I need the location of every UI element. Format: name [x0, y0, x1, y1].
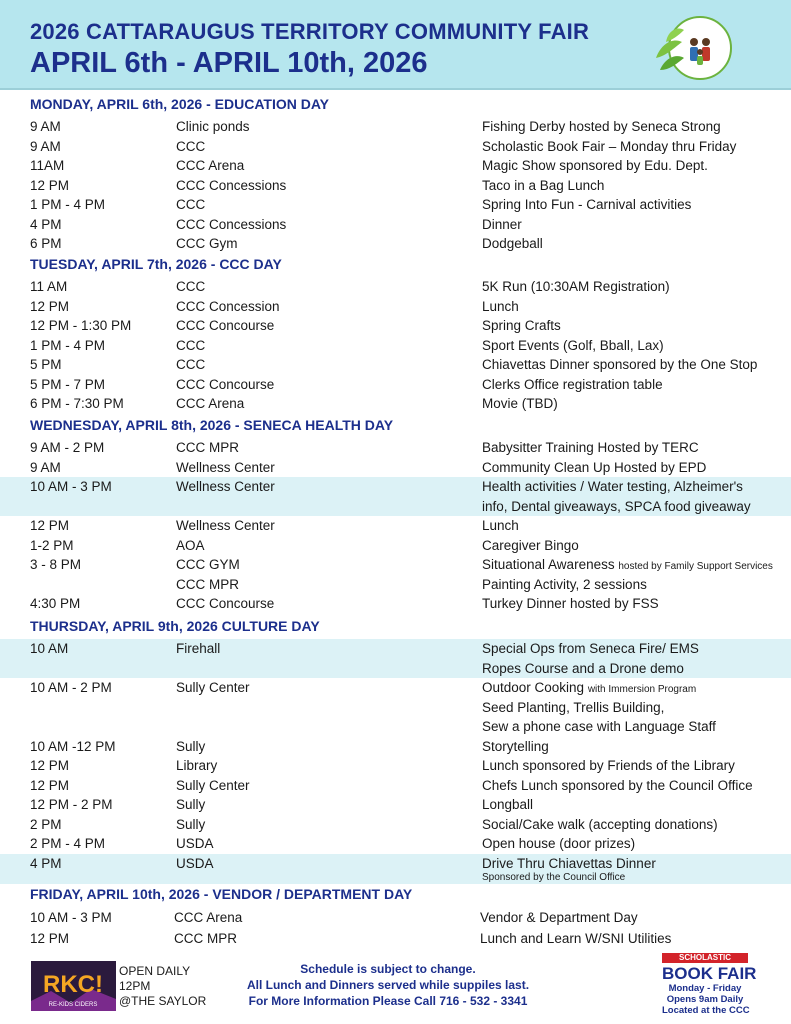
book-fair-brand: SCHOLASTIC [662, 953, 748, 963]
event-location: CCC MPR [176, 576, 239, 592]
event-name: Health activities / Water testing, Alzheimer's [482, 479, 743, 494]
book-fair-line3: Located at the CCC [662, 1005, 750, 1016]
event-time: 10 AM - 2 PM [30, 680, 112, 695]
event-name: Vendor & Department Day [480, 910, 638, 925]
event-location: CCC Concourse [176, 318, 275, 333]
event-time: 5 PM - 7 PM [30, 376, 106, 392]
event-location: Wellness Center [176, 518, 275, 533]
event-name: Storytelling [482, 738, 549, 754]
event-name: Caregiver Bingo [482, 537, 579, 553]
notice-line3: For More Information Please Call 716 - 532 - 3341 [248, 994, 528, 1008]
rkc-hours [119, 964, 206, 1009]
schedule-notice [240, 961, 536, 1009]
event-time: 12 PM - 2 PM [30, 797, 113, 812]
event-name: Taco in a Bag Lunch [482, 177, 605, 193]
event-name: Movie (TBD) [482, 396, 558, 411]
event-name: Spring Into Fun - Carnival activities [482, 197, 692, 212]
event-name: Longball [482, 797, 534, 812]
event-time: 10 AM [30, 641, 69, 656]
event-name: Social/Cake walk (accepting donations) [482, 816, 718, 832]
fair-dates: APRIL 6th - APRIL 10th, 2026 [30, 47, 428, 79]
event-name: Chiavettas Dinner sponsored by the One Stop [482, 357, 758, 372]
day-heading-thursday: THURSDAY, APRIL 9th, 2026 CULTURE DAY [30, 618, 320, 634]
book-fair-line1: Monday - Friday [668, 983, 742, 994]
event-location: Sully Center [176, 777, 250, 793]
event-location: Wellness Center [176, 459, 275, 475]
event-location: CCC Concourse [176, 596, 275, 611]
rkc-hours-line1: OPEN DAILY [119, 964, 191, 978]
schedule [0, 92, 791, 949]
event-location: CCC Concessions [176, 177, 287, 193]
event-name-with-note [482, 555, 773, 577]
event-location: Sully [176, 738, 206, 754]
event-name-line3: Sew a phone case with Language Staff [482, 719, 716, 734]
event-name: Community Clean Up Hosted by EPD [482, 459, 707, 475]
event-time: 6 PM - 7:30 PM [30, 396, 124, 411]
event-name: Scholastic Book Fair – Monday thru Friday [482, 138, 737, 154]
notice-line2: All Lunch and Dinners served while suppiles last. [246, 978, 530, 992]
event-time: 4:30 PM [30, 596, 81, 611]
rkc-hours-line3: @THE SAYLOR [119, 994, 207, 1008]
table-row [0, 477, 791, 516]
event-location: Sully [176, 816, 206, 832]
event-location: CCC [176, 357, 206, 372]
event-time: 12 PM [30, 177, 70, 193]
book-fair-title: BOOK FAIR [662, 964, 757, 983]
event-location: USDA [176, 855, 214, 871]
event-name: Situational Awareness [482, 557, 615, 572]
event-time: 2 PM - 4 PM [30, 836, 106, 851]
event-name: Painting Activity, 2 sessions [482, 576, 647, 592]
event-location: CCC Concession [176, 298, 280, 314]
event-location: CCC [176, 138, 206, 154]
event-name-line2: info, Dental giveaways, SPCA food giveaway [482, 498, 751, 514]
event-name-line2: Ropes Course and a Drone demo [482, 660, 684, 676]
table-row [0, 678, 791, 737]
event-time: 1 PM - 4 PM [30, 197, 106, 212]
event-time: 4 PM [30, 855, 62, 871]
event-time: 9 AM [30, 459, 61, 475]
event-name: Spring Crafts [482, 318, 561, 333]
event-location: CCC [176, 337, 206, 353]
day-heading-monday: MONDAY, APRIL 6th, 2026 - EDUCATION DAY [30, 96, 329, 112]
event-location: Sully [176, 797, 206, 812]
event-location: CCC [176, 279, 206, 294]
rkc-logo-subtitle: RE-KIDS CIDERS [48, 1002, 98, 1008]
event-location: CCC Arena [176, 396, 245, 411]
event-name: Outdoor Cooking [482, 680, 585, 695]
event-time: 9 AM - 2 PM [30, 440, 105, 455]
event-time: 5 PM [30, 357, 62, 372]
event-name: Drive Thru Chiavettas Dinner [482, 855, 656, 871]
event-name: Lunch [482, 298, 519, 314]
event-time: 2 PM [30, 816, 62, 832]
event-name: Chefs Lunch sponsored by the Council Office [482, 777, 753, 793]
table-row [0, 639, 791, 678]
event-location: Firehall [176, 641, 221, 656]
event-name: Dinner [482, 216, 522, 232]
event-location: CCC MPR [174, 931, 237, 946]
event-location: CCC MPR [176, 440, 239, 455]
event-time: 12 PM [30, 298, 70, 314]
event-location: USDA [176, 836, 214, 851]
event-name: Lunch sponsored by Friends of the Library [482, 758, 735, 773]
event-time: 12 PM [30, 758, 70, 773]
event-time: 11 AM [30, 279, 68, 294]
event-location: CCC Concessions [176, 216, 287, 232]
day-heading-tuesday: TUESDAY, APRIL 7th, 2026 - CCC DAY [30, 256, 282, 272]
event-name: Fishing Derby hosted by Seneca Strong [482, 119, 721, 134]
page-footer [0, 949, 791, 1024]
event-time: 12 PM - 1:30 PM [30, 318, 132, 333]
event-time: 9 AM [30, 119, 61, 134]
event-name: Lunch and Learn W/SNI Utilities [480, 931, 672, 946]
event-time: 11AM [30, 158, 65, 173]
event-time: 10 AM - 3 PM [30, 910, 112, 925]
rkc-logo-text: RKC! [43, 971, 103, 998]
event-location: CCC Arena [174, 910, 243, 925]
event-name: Dodgeball [482, 236, 543, 251]
event-name: Turkey Dinner hosted by FSS [482, 596, 659, 611]
event-note: with Immersion Program [587, 684, 697, 695]
event-name: Sport Events (Golf, Bball, Lax) [482, 337, 664, 353]
event-time: 12 PM [30, 777, 70, 793]
event-time: 12 PM [30, 931, 70, 946]
event-time: 6 PM [30, 236, 62, 251]
event-time: 10 AM -12 PM [30, 738, 116, 754]
event-location: CCC [176, 197, 206, 212]
event-time: 4 PM [30, 216, 62, 232]
event-time: 10 AM - 3 PM [30, 479, 112, 494]
event-location: CCC Gym [176, 236, 238, 251]
event-location: CCC GYM [176, 557, 240, 572]
book-fair-badge [662, 953, 757, 1016]
event-time: 1-2 PM [30, 537, 74, 553]
event-time: 1 PM - 4 PM [30, 337, 106, 353]
event-name: Clerks Office registration table [482, 376, 663, 392]
event-location: AOA [176, 537, 205, 553]
rkc-logo-icon [31, 961, 116, 1011]
book-fair-line2: Opens 9am Daily [666, 994, 744, 1005]
event-time: 9 AM [30, 138, 61, 154]
event-name: Special Ops from Seneca Fire/ EMS [482, 641, 699, 656]
event-name: Magic Show sponsored by Edu. Dept. [482, 158, 708, 173]
page-header [0, 0, 791, 90]
event-time: 3 - 8 PM [30, 557, 82, 572]
event-name: 5K Run (10:30AM Registration) [482, 279, 670, 294]
event-name-line2: Seed Planting, Trellis Building, [482, 699, 665, 715]
event-time: 12 PM [30, 518, 70, 533]
event-name: Lunch [482, 518, 519, 533]
community-logo-icon [652, 12, 734, 84]
table-row [0, 854, 791, 884]
day-heading-wednesday: WEDNESDAY, APRIL 8th, 2026 - SENECA HEALTH DAY [30, 417, 394, 433]
event-note: hosted by Family Support Services [618, 561, 773, 572]
event-name: Babysitter Training Hosted by TERC [482, 440, 699, 455]
day-heading-friday: FRIDAY, APRIL 10th, 2026 - VENDOR / DEPARTMENT DAY [30, 886, 413, 902]
notice-line1: Schedule is subject to change. [300, 962, 476, 976]
fair-title: 2026 CATTARAUGUS TERRITORY COMMUNITY FAIR [30, 19, 590, 44]
event-name-with-note [482, 678, 696, 700]
event-note: Sponsored by the Council Office [482, 871, 626, 883]
rkc-hours-line2: 12PM [119, 979, 151, 993]
event-location: Sully Center [176, 680, 250, 695]
event-location: CCC Concourse [176, 376, 275, 392]
event-location: Library [176, 758, 218, 773]
event-location: Wellness Center [176, 479, 275, 494]
event-location: Clinic ponds [176, 119, 250, 134]
event-name: Open house (door prizes) [482, 836, 636, 851]
event-location: CCC Arena [176, 158, 245, 173]
